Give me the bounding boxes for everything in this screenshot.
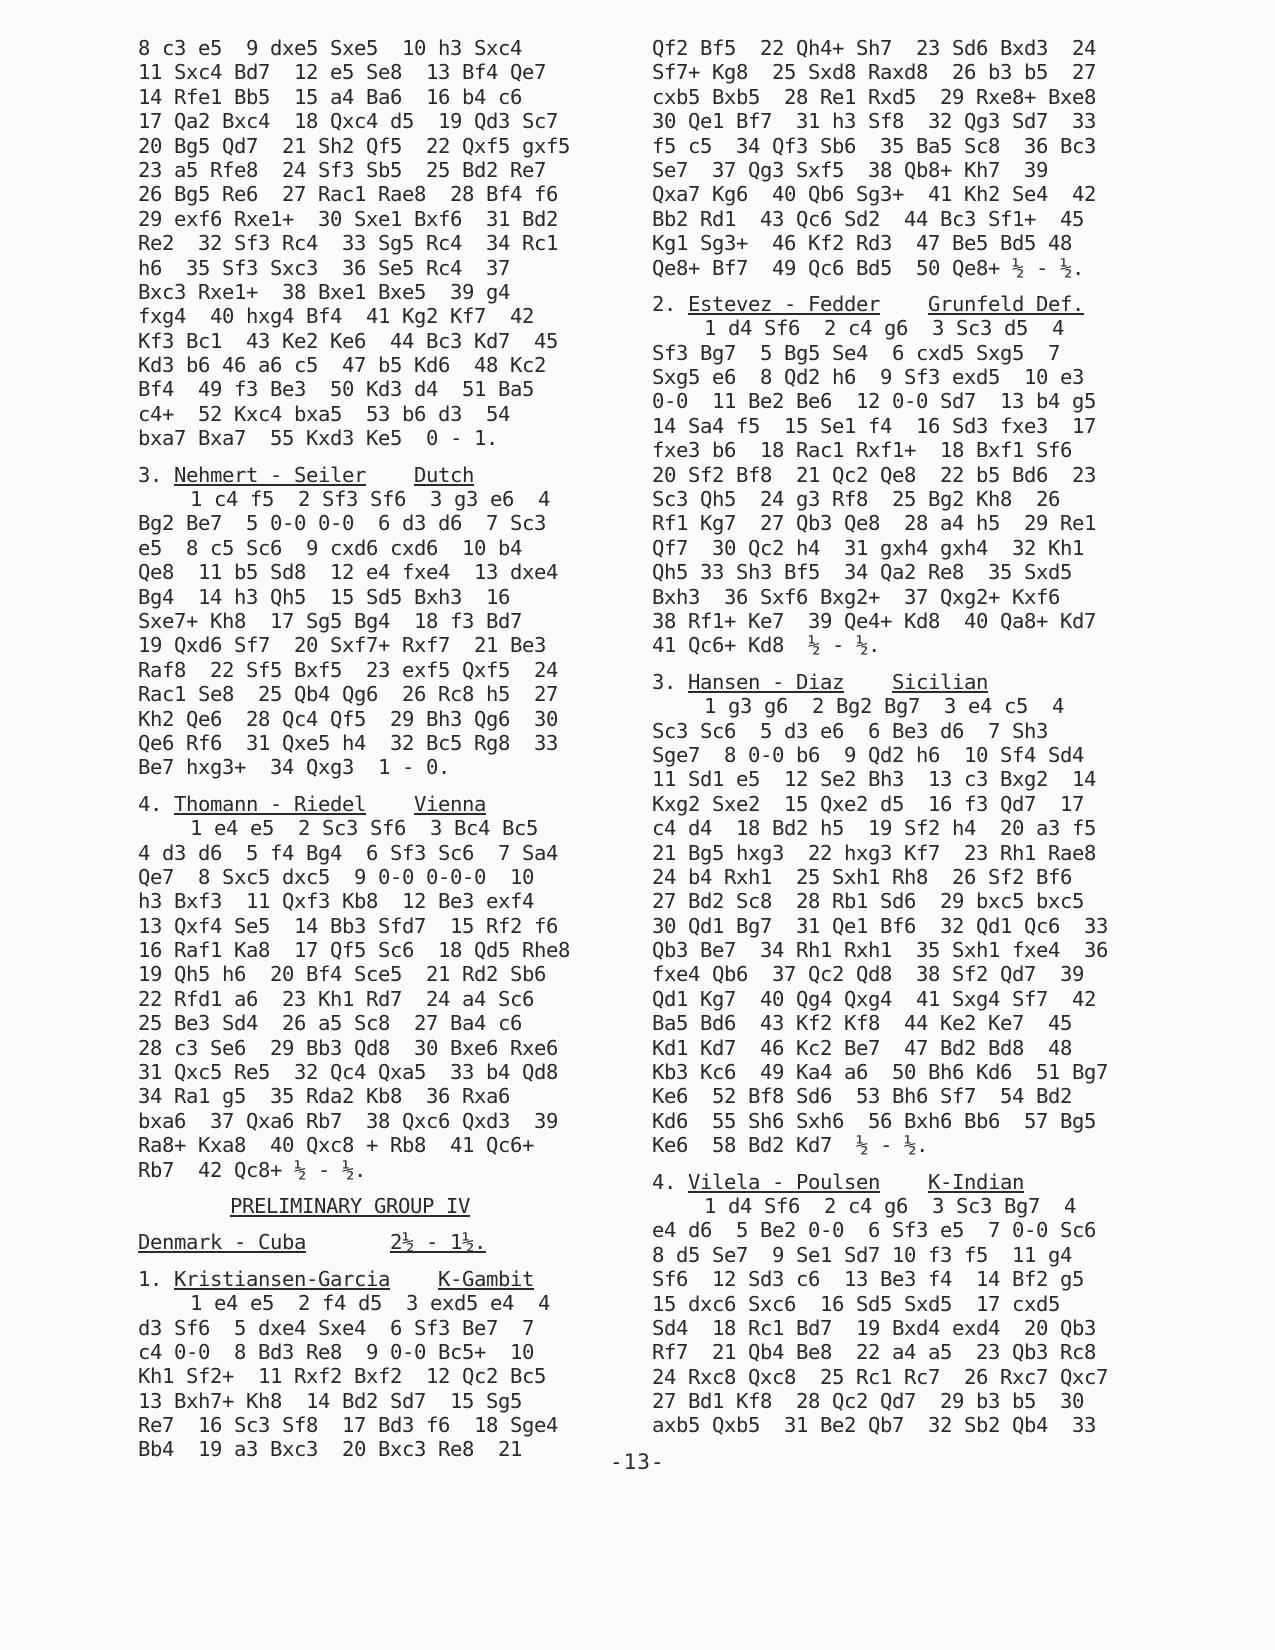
move-line: 27 Bd2 Sc8 28 Rb1 Sd6 29 bxc5 bxc5: [652, 889, 1084, 914]
move-line: fxe4 Qb6 37 Qc2 Qd8 38 Sf2 Qd7 39: [652, 962, 1084, 987]
move-line: Ke6 58 Bd2 Kd7 ½ - ½.: [652, 1133, 928, 1158]
move-line: 24 b4 Rxh1 25 Sxh1 Rh8 26 Sf2 Bf6: [652, 864, 1072, 889]
move-line: 34 Ra1 g5 35 Rda2 Kb8 36 Rxa6: [138, 1084, 510, 1109]
move-line: Qf7 30 Qc2 h4 31 gxh4 gxh4 32 Kh1: [652, 535, 1084, 560]
move-line-first: 1 c4 f5 2 Sf3 Sf6 3 g3 e6 4: [190, 487, 550, 512]
game-number: 2.: [652, 291, 676, 316]
move-line: Bxc3 Rxe1+ 38 Bxe1 Bxe5 39 g4: [138, 279, 510, 304]
block-gap: [652, 658, 1172, 670]
left-column: [138, 36, 638, 1462]
move-line: Re2 32 Sf3 Rc4 33 Sg5 Rc4 34 Rc1: [138, 231, 558, 256]
move-line: Sxg5 e6 8 Qd2 h6 9 Sf3 exd5 10 e3: [652, 365, 1084, 390]
move-line: Bb2 Rd1 43 Qc6 Sd2 44 Bc3 Sf1+ 45: [652, 206, 1084, 231]
game-players: Nehmert - Seiler: [174, 462, 366, 487]
move-line: cxb5 Bxb5 28 Re1 Rxd5 29 Rxe8+ Bxe8: [652, 84, 1096, 109]
move-line: 19 Qxd6 Sf7 20 Sxf7+ Rxf7 21 Be3: [138, 633, 546, 658]
move-line: 13 Qxf4 Se5 14 Bb3 Sfd7 15 Rf2 f6: [138, 913, 558, 938]
section-title: PRELIMINARY GROUP IV: [230, 1193, 470, 1218]
move-line: 16 Raf1 Ka8 17 Qf5 Sc6 18 Qd5 Rhe8: [138, 938, 570, 963]
move-line: Sf7+ Kg8 25 Sxd8 Raxd8 26 b3 b5 27: [652, 60, 1096, 85]
move-line: Kb3 Kc6 49 Ka4 a6 50 Bh6 Kd6 51 Bg7: [652, 1060, 1108, 1085]
move-line: Qe6 Rf6 31 Qxe5 h4 32 Bc5 Rg8 33: [138, 730, 558, 755]
move-line: Be7 hxg3+ 34 Qxg3 1 - 0.: [138, 755, 450, 780]
move-line: Ke6 52 Bf8 Sd6 53 Bh6 Sf7 54 Bd2: [652, 1084, 1072, 1109]
move-line: Raf8 22 Sf5 Bxf5 23 exf5 Qxf5 24: [138, 657, 558, 682]
move-line: Kxg2 Sxe2 15 Qxe2 d5 16 f3 Qd7 17: [652, 791, 1084, 816]
right-column: [652, 36, 1172, 1438]
move-line: Ba5 Bd6 43 Kf2 Kf8 44 Ke2 Ke7 45: [652, 1011, 1072, 1036]
move-line: Bg4 14 h3 Qh5 15 Sd5 Bxh3 16: [138, 584, 510, 609]
game-heading: [138, 463, 638, 487]
move-line: 4 d3 d6 5 f4 Bg4 6 Sf3 Sc6 7 Sa4: [138, 840, 558, 865]
move-line: Bxh3 36 Sxf6 Bxg2+ 37 Qxg2+ Kxf6: [652, 584, 1060, 609]
move-line: c4+ 52 Kxc4 bxa5 53 b6 d3 54: [138, 401, 510, 426]
move-line: Sc3 Qh5 24 g3 Rf8 25 Bg2 Kh8 26: [652, 487, 1060, 512]
move-line: Ra8+ Kxa8 40 Qxc8 + Rb8 41 Qc6+: [138, 1133, 534, 1158]
block-gap: [138, 1255, 638, 1267]
match-teams: Denmark - Cuba: [138, 1230, 306, 1255]
move-line: 13 Bxh7+ Kh8 14 Bd2 Sd7 15 Sg5: [138, 1388, 522, 1413]
move-line: Se7 37 Qg3 Sxf5 38 Qb8+ Kh7 39: [652, 157, 1048, 182]
move-line: Rf1 Kg7 27 Qb3 Qe8 28 a4 h5 29 Re1: [652, 511, 1096, 536]
move-line: 38 Rf1+ Ke7 39 Qe4+ Kd8 40 Qa8+ Kd7: [652, 608, 1096, 633]
game-players: Vilela - Poulsen: [688, 1169, 880, 1194]
move-line: Bg2 Be7 5 0-0 0-0 6 d3 d6 7 Sc3: [138, 511, 546, 536]
move-line: 17 Qa2 Bxc4 18 Qxc4 d5 19 Qd3 Sc7: [138, 109, 558, 134]
move-line: 15 dxc6 Sxc6 16 Sd5 Sxd5 17 cxd5: [652, 1291, 1060, 1316]
move-line: bxa6 37 Qxa6 Rb7 38 Qxc6 Qxd3 39: [138, 1108, 558, 1133]
move-line: fxe3 b6 18 Rac1 Rxf1+ 18 Bxf1 Sf6: [652, 438, 1072, 463]
move-line: 20 Bg5 Qd7 21 Sh2 Qf5 22 Qxf5 gxf5: [138, 133, 570, 158]
move-line: Kd3 b6 46 a6 c5 47 b5 Kd6 48 Kc2: [138, 353, 546, 378]
game-players: Estevez - Fedder: [688, 291, 880, 316]
move-line: Kh1 Sf2+ 11 Rxf2 Bxf2 12 Qc2 Bc5: [138, 1364, 546, 1389]
move-line: Sf3 Bg7 5 Bg5 Se4 6 cxd5 Sxg5 7: [652, 340, 1060, 365]
game-opening: K-Indian: [927, 1169, 1024, 1194]
move-line: c4 0-0 8 Bd3 Re8 9 0-0 Bc5+ 10: [138, 1339, 534, 1364]
match-score: 2½ - 1½.: [389, 1230, 486, 1255]
move-line: Qb3 Be7 34 Rh1 Rxh1 35 Sxh1 fxe4 36: [652, 938, 1108, 963]
move-line: Qxa7 Kg6 40 Qb6 Sg3+ 41 Kh2 Se4 42: [652, 182, 1096, 207]
block-gap: [138, 780, 638, 792]
move-line: f5 c5 34 Qf3 Sb6 35 Ba5 Sc8 36 Bc3: [652, 133, 1096, 158]
move-line: 23 a5 Rfe8 24 Sf3 Sb5 25 Bd2 Re7: [138, 157, 546, 182]
move-line: Sf6 12 Sd3 c6 13 Be3 f4 14 Bf2 g5: [652, 1267, 1084, 1292]
move-line: 29 exf6 Rxe1+ 30 Sxe1 Bxf6 31 Bd2: [138, 206, 558, 231]
move-line: 30 Qe1 Bf7 31 h3 Sf8 32 Qg3 Sd7 33: [652, 109, 1096, 134]
move-line: Sxe7+ Kh8 17 Sg5 Bg4 18 f3 Bd7: [138, 608, 522, 633]
game-number: 4.: [138, 791, 162, 816]
game-opening: K-Gambit: [437, 1266, 534, 1291]
move-line: Kg1 Sg3+ 46 Kf2 Rd3 47 Be5 Bd5 48: [652, 231, 1072, 256]
move-line: Sc3 Sc6 5 d3 e6 6 Be3 d6 7 Sh3: [652, 718, 1048, 743]
game-players: Kristiansen-Garcia: [174, 1266, 390, 1291]
move-line: Qe8 11 b5 Sd8 12 e4 fxe4 13 dxe4: [138, 560, 558, 585]
move-line: 20 Sf2 Bf8 21 Qc2 Qe8 22 b5 Bd6 23: [652, 462, 1096, 487]
game-heading: [138, 1267, 638, 1291]
game-number: 3.: [138, 462, 162, 487]
move-line: 24 Rxc8 Qxc8 25 Rc1 Rc7 26 Rxc7 Qxc7: [652, 1364, 1108, 1389]
move-line: Kf3 Bc1 43 Ke2 Ke6 44 Bc3 Kd7 45: [138, 328, 558, 353]
move-line-first: 1 d4 Sf6 2 c4 g6 3 Sc3 Bg7 4: [704, 1193, 1076, 1218]
move-line: bxa7 Bxa7 55 Kxd3 Ke5 0 - 1.: [138, 426, 498, 451]
move-line: 25 Be3 Sd4 26 a5 Sc8 27 Ba4 c6: [138, 1011, 522, 1036]
block-gap: [652, 1158, 1172, 1170]
move-line: Qh5 33 Sh3 Bf5 34 Qa2 Re8 35 Sxd5: [652, 560, 1072, 585]
game-heading: [138, 792, 638, 816]
game-number: 4.: [652, 1169, 676, 1194]
move-line: c4 d4 18 Bd2 h5 19 Sf2 h4 20 a3 f5: [652, 816, 1096, 841]
move-line: Qe7 8 Sxc5 dxc5 9 0-0 0-0-0 10: [138, 864, 534, 889]
game-opening: Grunfeld Def.: [927, 291, 1084, 316]
move-line: 8 d5 Se7 9 Se1 Sd7 10 f3 f5 11 g4: [652, 1242, 1072, 1267]
move-line: Sd4 18 Rc1 Bd7 19 Bxd4 exd4 20 Qb3: [652, 1315, 1096, 1340]
move-line: 26 Bg5 Re6 27 Rac1 Rae8 28 Bf4 f6: [138, 182, 558, 207]
move-line: 11 Sd1 e5 12 Se2 Bh3 13 c3 Bxg2 14: [652, 767, 1096, 792]
page-number: -13-: [610, 1450, 665, 1474]
game-heading: [652, 292, 1172, 316]
move-line: h3 Bxf3 11 Qxf3 Kb8 12 Be3 exf4: [138, 889, 534, 914]
move-line: 41 Qc6+ Kd8 ½ - ½.: [652, 633, 880, 658]
move-line: Rb7 42 Qc8+ ½ - ½.: [138, 1157, 366, 1182]
game-players: Thomann - Riedel: [174, 791, 366, 816]
move-line: 14 Sa4 f5 15 Se1 f4 16 Sd3 fxe3 17: [652, 413, 1096, 438]
move-line: axb5 Qxb5 31 Be2 Qb7 32 Sb2 Qb4 33: [652, 1413, 1096, 1438]
move-line: 8 c3 e5 9 dxe5 Sxe5 10 h3 Sxc4: [138, 36, 522, 60]
move-line: 28 c3 Se6 29 Bb3 Qd8 30 Bxe6 Rxe6: [138, 1035, 558, 1060]
move-line: Bb4 19 a3 Bxc3 20 Bxc3 Re8 21: [138, 1437, 522, 1462]
move-line: Rf7 21 Qb4 Be8 22 a4 a5 23 Qb3 Rc8: [652, 1340, 1096, 1365]
game-heading: [652, 1170, 1172, 1194]
move-line: fxg4 40 hxg4 Bf4 41 Kg2 Kf7 42: [138, 304, 534, 329]
move-line: h6 35 Sf3 Sxc3 36 Se5 Rc4 37: [138, 255, 510, 280]
move-line: 11 Sxc4 Bd7 12 e5 Se8 13 Bf4 Qe7: [138, 60, 546, 85]
move-line: Qf2 Bf5 22 Qh4+ Sh7 23 Sd6 Bxd3 24: [652, 36, 1096, 60]
move-line: Kd6 55 Sh6 Sxh6 56 Bxh6 Bb6 57 Bg5: [652, 1108, 1096, 1133]
game-number: 3.: [652, 669, 676, 694]
move-line: e5 8 c5 Sc6 9 cxd6 cxd6 10 b4: [138, 535, 522, 560]
block-gap: [138, 1218, 638, 1230]
move-line: 31 Qxc5 Re5 32 Qc4 Qxa5 33 b4 Qd8: [138, 1060, 558, 1085]
move-line: Qd1 Kg7 40 Qg4 Qxg4 41 Sxg4 Sf7 42: [652, 986, 1096, 1011]
move-line: 30 Qd1 Bg7 31 Qe1 Bf6 32 Qd1 Qc6 33: [652, 913, 1108, 938]
move-line-first: 1 d4 Sf6 2 c4 g6 3 Sc3 d5 4: [704, 316, 1064, 341]
move-line: Rac1 Se8 25 Qb4 Qg6 26 Rc8 h5 27: [138, 682, 558, 707]
block-gap: [138, 1182, 638, 1194]
move-line-first: 1 e4 e5 2 f4 d5 3 exd5 e4 4: [190, 1291, 550, 1316]
move-line: 0-0 11 Be2 Be6 12 0-0 Sd7 13 b4 g5: [652, 389, 1096, 414]
move-line: d3 Sf6 5 dxe4 Sxe4 6 Sf3 Be7 7: [138, 1315, 534, 1340]
block-gap: [652, 280, 1172, 292]
move-line: Bf4 49 f3 Be3 50 Kd3 d4 51 Ba5: [138, 377, 534, 402]
move-line: e4 d6 5 Be2 0-0 6 Sf3 e5 7 0-0 Sc6: [652, 1218, 1096, 1243]
move-line: Kh2 Qe6 28 Qc4 Qf5 29 Bh3 Qg6 30: [138, 706, 558, 731]
move-line: 21 Bg5 hxg3 22 hxg3 Kf7 23 Rh1 Rae8: [652, 840, 1096, 865]
move-line: 22 Rfd1 a6 23 Kh1 Rd7 24 a4 Sc6: [138, 986, 534, 1011]
move-line: 14 Rfe1 Bb5 15 a4 Ba6 16 b4 c6: [138, 84, 522, 109]
game-opening: Sicilian: [891, 669, 988, 694]
move-line: Qe8+ Bf7 49 Qc6 Bd5 50 Qe8+ ½ - ½.: [652, 255, 1084, 280]
move-line-first: 1 e4 e5 2 Sc3 Sf6 3 Bc4 Bc5: [190, 816, 538, 841]
game-number: 1.: [138, 1266, 162, 1291]
move-line: Sge7 8 0-0 b6 9 Qd2 h6 10 Sf4 Sd4: [652, 742, 1084, 767]
game-opening: Dutch: [413, 462, 474, 487]
game-players: Hansen - Diaz: [688, 669, 844, 694]
move-line: Kd1 Kd7 46 Kc2 Be7 47 Bd2 Bd8 48: [652, 1035, 1072, 1060]
match-heading: [138, 1230, 638, 1254]
move-line: Re7 16 Sc3 Sf8 17 Bd3 f6 18 Sge4: [138, 1413, 558, 1438]
block-gap: [138, 451, 638, 463]
move-line: 27 Bd1 Kf8 28 Qc2 Qd7 29 b3 b5 30: [652, 1389, 1084, 1414]
game-heading: [652, 670, 1172, 694]
game-opening: Vienna: [413, 791, 486, 816]
move-line-first: 1 g3 g6 2 Bg2 Bg7 3 e4 c5 4: [704, 694, 1064, 719]
move-line: 19 Qh5 h6 20 Bf4 Sce5 21 Rd2 Sb6: [138, 962, 546, 987]
